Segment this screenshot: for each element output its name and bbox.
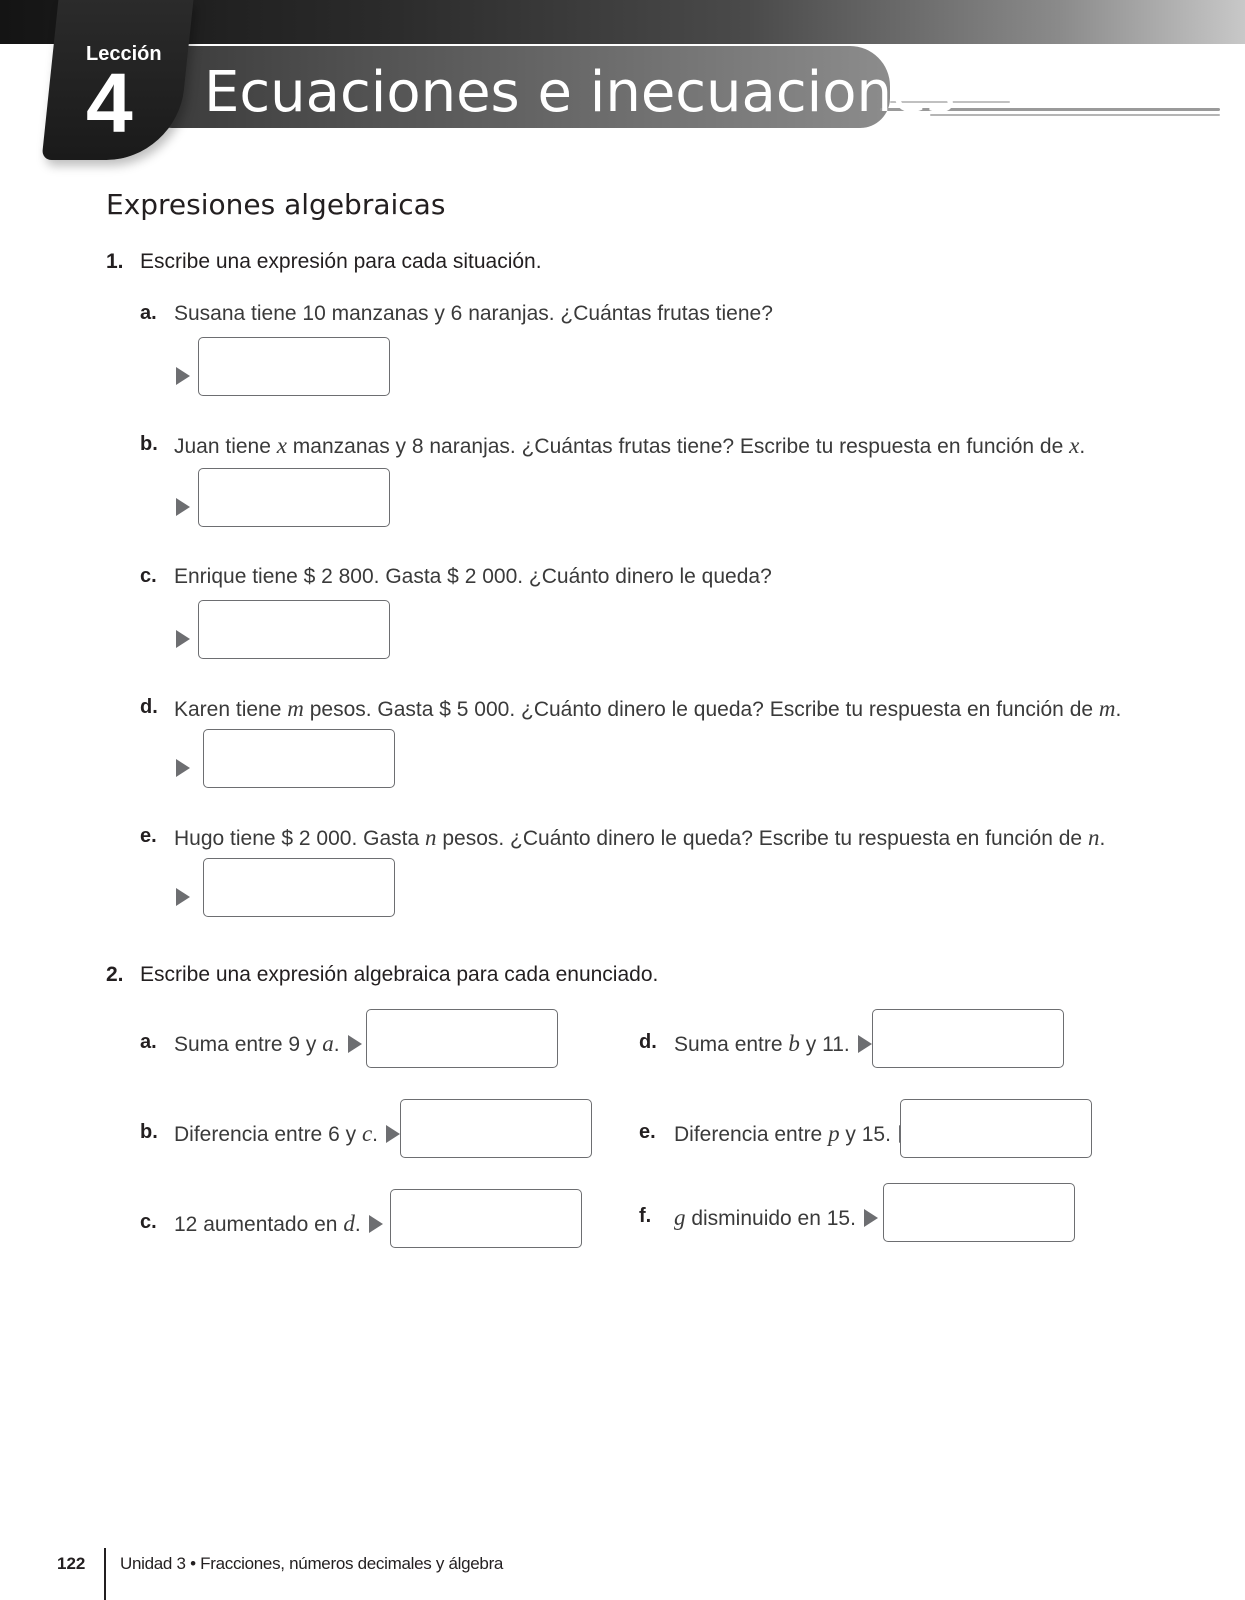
item-2e-text: Diferencia entre p y 15.: [674, 1121, 913, 1147]
arrow-right-icon: [176, 367, 190, 385]
footer-divider: [104, 1548, 106, 1600]
item-letter: e.: [140, 825, 157, 847]
item-1e-text: Hugo tiene $ 2 000. Gasta n pesos. ¿Cuánto dinero le queda? Escribe tu respuesta en función de n.: [174, 825, 1106, 850]
arrow-right-icon: [176, 498, 190, 516]
answer-box-2e[interactable]: [900, 1099, 1092, 1158]
page-number: 122: [57, 1554, 86, 1573]
brush-stroke-decoration: [930, 114, 1220, 116]
answer-box-1b[interactable]: [198, 468, 390, 527]
item-2a-text: Suma entre 9 y a.: [174, 1031, 362, 1057]
page-title: Ecuaciones e inecuaciones: [204, 60, 956, 125]
item-letter: a.: [140, 1031, 157, 1053]
answer-box-1c[interactable]: [198, 600, 390, 659]
arrow-right-icon: [176, 888, 190, 906]
arrow-right-icon: [386, 1125, 400, 1143]
item-1b-text: Juan tiene x manzanas y 8 naranjas. ¿Cuántas frutas tiene? Escribe tu respuesta en función de x.: [174, 433, 1086, 458]
item-1c-text: Enrique tiene $ 2 800. Gasta $ 2 000. ¿Cuánto dinero le queda?: [174, 565, 772, 588]
answer-box-2d[interactable]: [872, 1009, 1064, 1068]
answer-box-2b[interactable]: [400, 1099, 592, 1158]
item-letter: c.: [140, 565, 157, 587]
item-letter: d.: [639, 1031, 657, 1053]
section-title: Expresiones algebraicas: [106, 188, 446, 221]
item-1a-text: Susana tiene 10 manzanas y 6 naranjas. ¿Cuántas frutas tiene?: [174, 302, 773, 325]
question-1-number: 1.: [106, 250, 124, 273]
item-letter: a.: [140, 302, 157, 324]
item-letter: c.: [140, 1211, 157, 1233]
item-2f-text: g disminuido en 15.: [674, 1205, 878, 1231]
arrow-right-icon: [369, 1215, 383, 1233]
item-2b-text: Diferencia entre 6 y c.: [174, 1121, 400, 1147]
footer-text: Unidad 3 • Fracciones, números decimales y álgebra: [120, 1554, 504, 1573]
lesson-number: 4: [86, 56, 133, 150]
question-1-prompt: Escribe una expresión para cada situación.: [140, 250, 542, 273]
question-2-number: 2.: [106, 963, 124, 986]
item-2c-text: 12 aumentado en d.: [174, 1211, 383, 1237]
item-letter: e.: [639, 1121, 656, 1143]
item-1d-text: Karen tiene m pesos. Gasta $ 5 000. ¿Cuánto dinero le queda? Escribe tu respuesta en función de m.: [174, 696, 1122, 721]
item-letter: f.: [639, 1205, 652, 1227]
arrow-right-icon: [348, 1035, 362, 1053]
item-2d-text: Suma entre b y 11.: [674, 1031, 872, 1057]
item-letter: b.: [140, 1121, 158, 1143]
arrow-right-icon: [864, 1209, 878, 1227]
arrow-right-icon: [176, 630, 190, 648]
answer-box-2c[interactable]: [390, 1189, 582, 1248]
lesson-label: Lección: [86, 43, 162, 65]
arrow-right-icon: [176, 759, 190, 777]
answer-box-2a[interactable]: [366, 1009, 558, 1068]
answer-box-2f[interactable]: [883, 1183, 1075, 1242]
answer-box-1a[interactable]: [198, 337, 390, 396]
question-2-prompt: Escribe una expresión algebraica para cada enunciado.: [140, 963, 659, 986]
item-letter: d.: [140, 696, 158, 718]
answer-box-1e[interactable]: [203, 858, 395, 917]
item-letter: b.: [140, 433, 158, 455]
answer-box-1d[interactable]: [203, 729, 395, 788]
arrow-right-icon: [858, 1035, 872, 1053]
